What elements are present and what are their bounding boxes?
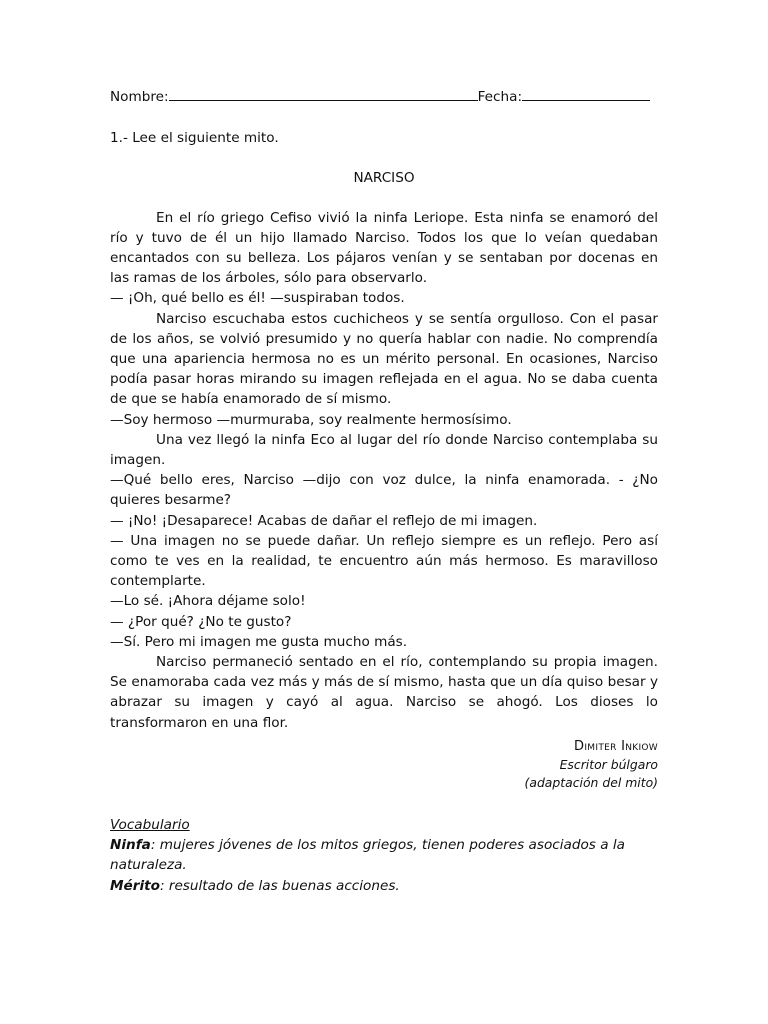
story-dialogue: — Una imagen no se puede dañar. Un reflejo siempre es un reflejo. Pero así como te ves en la realidad, te encuentro aún más hermoso. Es maravilloso contemplarte. <box>110 532 658 590</box>
date-blank-line <box>522 86 650 101</box>
author-role: Escritor búlgaro <box>559 756 658 772</box>
attribution <box>110 738 658 792</box>
adaptation-note: (adaptación del mito) <box>524 774 658 790</box>
vocabulary-section <box>110 815 658 896</box>
vocabulary-title: Vocabulario <box>110 816 190 833</box>
vocabulary-entry <box>110 835 658 875</box>
story-title: NARCISO <box>353 170 415 187</box>
story-paragraph: Narciso permaneció sentado en el río, contemplando su propia imagen. Se enamoraba cada vez más y más de sí mismo, hasta que un día quiso besar y abrazar su imagen y cayó al agua. Narciso se ahogó. Los dioses lo transformaron en una flor. <box>110 654 658 731</box>
name-label: Nombre: <box>110 89 169 105</box>
story-paragraph: Narciso escuchaba estos cuchicheos y se sentía orgulloso. Con el pasar de los años, se volvió presumido y no quería hablar con nadie. No comprendía que una apariencia hermosa no es un mérito personal. En ocasiones, Narciso podía pasar horas mirando su imagen reflejada en el agua. No se daba cuenta de que se había enamorado de sí mismo. <box>110 310 658 408</box>
story-paragraph: En el río griego Cefiso vivió la ninfa Leriope. Esta ninfa se enamoró del río y tuvo de él un hijo llamado Narciso. Todos los que lo veían quedaban encantados con su belleza. Los pájaros venían y se sentaban por docenas en las ramas de los árboles, sólo para observarlo. <box>110 209 658 287</box>
name-blank-line <box>169 86 478 101</box>
story-dialogue: — ¿Por qué? ¿No te gusto? <box>110 613 292 630</box>
story-body <box>110 208 658 733</box>
date-label: Fecha: <box>477 89 523 105</box>
vocabulary-term: Mérito <box>110 877 160 894</box>
vocabulary-definition: : mujeres jóvenes de los mitos griegos, tienen poderes asociados a la naturaleza. <box>110 837 625 874</box>
story-dialogue: —Soy hermoso —murmuraba, soy realmente hermosísimo. <box>110 411 512 428</box>
vocabulary-term: Ninfa <box>110 837 151 854</box>
story-dialogue: —Lo sé. ¡Ahora déjame solo! <box>110 593 306 610</box>
worksheet-page <box>110 86 658 896</box>
story-dialogue: — ¡No! ¡Desaparece! Acabas de dañar el reflejo de mi imagen. <box>110 512 538 529</box>
story-dialogue: —Sí. Pero mi imagen me gusta mucho más. <box>110 633 408 650</box>
story-paragraph: Una vez llegó la ninfa Eco al lugar del río donde Narciso contemplaba su imagen. <box>110 431 658 469</box>
vocabulary-definition: : resultado de las buenas acciones. <box>159 877 400 894</box>
vocabulary-entry <box>110 876 658 896</box>
worksheet-header <box>110 86 658 107</box>
author-name: Dimiter Inkiow <box>574 738 658 754</box>
story-dialogue: —Qué bello eres, Narciso —dijo con voz dulce, la ninfa enamorada. - ¿No quieres besarme? <box>110 472 658 509</box>
instruction-text: 1.- Lee el siguiente mito. <box>110 130 279 147</box>
story-dialogue: — ¡Oh, qué bello es él! —suspiraban todos. <box>110 290 405 307</box>
